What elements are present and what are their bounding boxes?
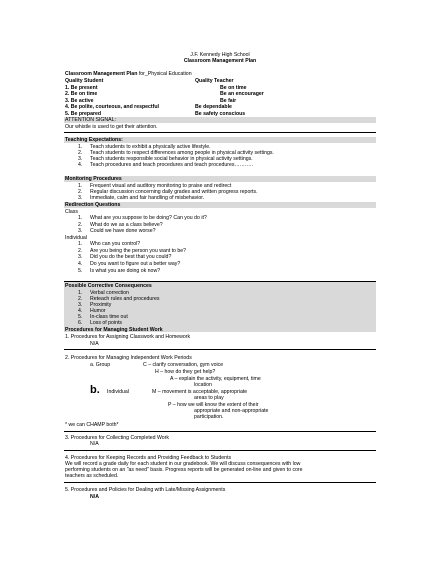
teacher-item: Be dependable	[195, 104, 232, 110]
procedure-1-value: N/A	[90, 341, 99, 347]
list-number: 1.	[78, 144, 83, 150]
list-number: 4.	[78, 261, 83, 267]
class-question: What do we as a class believe?	[90, 222, 163, 228]
corrective-item: Reteach rules and procedures	[90, 296, 160, 302]
teacher-item: Be fair	[220, 98, 237, 104]
attention-text: Our whistle is used to get their attention.	[65, 124, 158, 130]
list-number: 2.	[78, 248, 83, 254]
champ-line: areas to play	[194, 395, 224, 401]
champ-line: A – explain the activity, equipment, time	[170, 376, 261, 382]
corrective-item: Humor	[90, 308, 106, 314]
teacher-item: Be on time	[220, 85, 247, 91]
procedure-5-value: N/A	[90, 494, 99, 500]
monitoring-item: Regular discussion concerning daily grades and written progress reports.	[90, 189, 258, 195]
individual-question: Who can you control?	[90, 241, 141, 247]
divider	[64, 431, 376, 432]
corrective-item: Proximity	[90, 302, 112, 308]
teaching-heading: Teaching Expectations:	[65, 137, 123, 143]
attention-heading: ATTENTION SIGNAL:	[65, 117, 116, 123]
redirection-heading: Redirection Questions	[65, 202, 121, 208]
procedure-3-title: 3. Procedures for Collecting Completed Work	[65, 435, 169, 441]
champ-line: P – how we will know the extent of their	[168, 402, 259, 408]
procedure-4-line: teachers as scheduled.	[65, 473, 119, 479]
list-number: 4.	[78, 162, 83, 168]
individual-bullet: b.	[90, 384, 100, 396]
procedure-4-line: We will record a grade daily for each student in our gradebook. We will discuss consequences with low	[65, 461, 301, 467]
teaching-item: Teach students to respect differences among people in physical activity settings.	[90, 150, 274, 156]
champ-line: participation.	[194, 414, 224, 420]
procedure-4-line: performing students on an "as need" basis. Progress reports will be generated on-line and given to core	[65, 467, 303, 473]
individual-question: Are you being the person you want to be?	[90, 248, 187, 254]
procedures-heading: Procedures for Managing Student Work	[65, 327, 163, 333]
school-name: J.F. Kennedy High School	[190, 52, 250, 58]
list-number: 2.	[78, 296, 83, 302]
divider	[64, 450, 376, 451]
corrective-item: Loss of points	[90, 320, 123, 326]
individual-question: Is what you are doing ok now?	[90, 268, 161, 274]
list-number: 1.	[78, 290, 83, 296]
individual-label: Individual	[65, 235, 87, 241]
teaching-item: Teach procedures and teach procedures and teach procedures………..	[90, 162, 253, 168]
quality-student-heading: Quality Student	[65, 78, 104, 84]
monitoring-item: Frequent visual and auditory monitoring to praise and redirect	[90, 183, 232, 189]
list-number: 2.	[78, 222, 83, 228]
student-item: 3. Be active	[65, 98, 94, 104]
list-number: 1.	[78, 215, 83, 221]
procedure-2-title: 2. Procedures for Managing Independent Work Periods	[65, 355, 192, 361]
champ-line: H – how do they get help?	[155, 369, 216, 375]
champ-line: M – movement is acceptable, appropriate	[152, 389, 248, 395]
teaching-item: Teach students to exhibit a physically active lifestyle.	[90, 144, 211, 150]
teacher-item: Be safety conscious	[195, 111, 246, 117]
list-number: 5.	[78, 314, 83, 320]
champ-line: appropriate and non-appropriate	[194, 408, 269, 414]
class-question: What are you suppose to be doing? Can you do it?	[90, 215, 207, 221]
champ-line: location	[194, 382, 212, 388]
student-item: 2. Be on time	[65, 91, 98, 97]
group-label: a. Group	[90, 362, 111, 368]
individual-question: Did you do the best that you could?	[90, 254, 172, 260]
plan-title: Classroom Management Plan	[183, 58, 257, 64]
list-number: 3.	[78, 302, 83, 308]
student-item: 5. Be prepared	[65, 111, 102, 117]
quality-teacher-heading: Quality Teacher	[195, 78, 234, 84]
champ-line: C – clarify conversation, gym voice	[143, 362, 224, 368]
list-number: 1.	[78, 241, 83, 247]
individual-question: Do you want to figure out a better way?	[90, 261, 181, 267]
list-number: 2.	[78, 150, 83, 156]
list-number: 1.	[78, 183, 83, 189]
student-item: 1. Be present	[65, 85, 98, 91]
corrective-heading: Possible Corrective Consequences	[65, 283, 152, 289]
list-number: 5.	[78, 268, 83, 274]
plan-for-label: Classroom Management Plan	[65, 71, 138, 77]
plan-for-value: for_Physical Education	[138, 71, 192, 77]
divider	[64, 132, 376, 133]
divider	[64, 482, 376, 483]
procedure-1-title: 1. Procedures for Assigning Classwork and Homework	[65, 334, 191, 340]
procedure-5-title: 5. Procedures and Policies for Dealing with Late/Missing Assignments	[65, 487, 226, 493]
corrective-item: Verbal correction	[90, 290, 129, 296]
list-number: 3.	[78, 195, 83, 201]
monitoring-heading: Monitoring Procedures	[65, 176, 122, 182]
list-number: 3.	[78, 156, 83, 162]
work-individual-label: Individual	[107, 389, 129, 395]
corrective-item: In-class time out	[90, 314, 128, 320]
list-number: 3.	[78, 228, 83, 234]
teaching-item: Teach students responsible social behavior in physical activity settings.	[90, 156, 253, 162]
plan-for-line	[65, 71, 192, 77]
list-number: 2.	[78, 189, 83, 195]
list-number: 4.	[78, 308, 83, 314]
divider	[64, 349, 376, 350]
teacher-item: Be an encourager	[220, 91, 264, 97]
champ-note: * we can CHAMP both*	[65, 422, 119, 428]
list-number: 3.	[78, 254, 83, 260]
student-item: 4. Be polite, courteous, and respectful	[65, 104, 159, 110]
monitoring-item: Immediate, calm and fair handling of misbehavior.	[90, 195, 205, 201]
list-number: 6.	[78, 320, 83, 326]
procedure-4-title: 4. Procedures for Keeping Records and Providing Feedback to Students	[65, 455, 232, 461]
class-question: Could we have done worse?	[90, 228, 156, 234]
procedure-3-value: N/A	[90, 441, 99, 447]
class-label: Class	[65, 209, 78, 215]
